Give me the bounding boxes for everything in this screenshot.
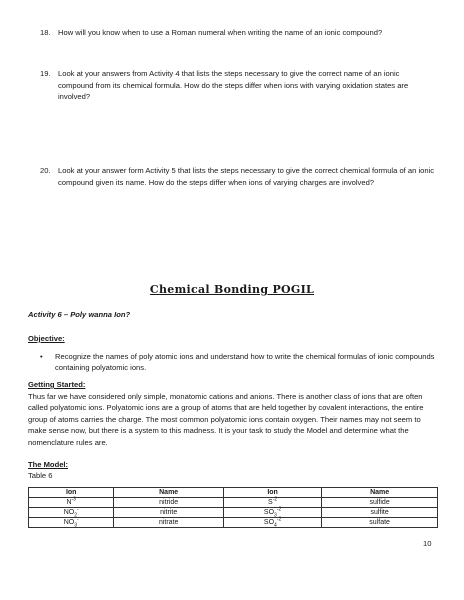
- ion-name: sulfide: [322, 498, 438, 508]
- header-name: Name: [114, 488, 224, 498]
- ion-formula: $NO_2^-$: [29, 508, 114, 518]
- header-ion: Ion: [29, 488, 114, 498]
- ion-formula: $SO_3^{-2}$: [223, 508, 321, 518]
- question-19: [40, 68, 435, 103]
- question-number: 18.: [40, 28, 51, 37]
- header-ion: Ion: [223, 488, 321, 498]
- table-header-row: [29, 488, 438, 498]
- question-text: Look at your answer form Activity 5 that lists the steps necessary to give the correct chemical formula of an ionic compound given its name. How do the steps differ when ions of varying charges are involved?: [58, 166, 435, 187]
- table-row: [29, 518, 438, 528]
- ion-formula: $SO_4^{-2}$: [223, 518, 321, 528]
- ion-name: nitride: [114, 498, 224, 508]
- ion-name: sulfate: [322, 518, 438, 528]
- question-text: How will you know when to use a Roman numeral when writing the name of an ionic compound?: [58, 28, 383, 37]
- model-heading: The Model:: [28, 460, 69, 469]
- getting-started-text: Thus far we have considered only simple, monatomic cations and anions. There is another class of ions that are often called polyatomic ions. Polyatomic ions are a group of atoms that are held together by covalent interactions, the entire group of atoms carries the charge. The most common polyatomic ions contain oxygen. Their names may not seem to make sense now, but there is a system to this madness. It is your task to study the Model and determine what the nomenclature rules are.: [28, 392, 424, 447]
- ion-name: nitrate: [114, 518, 224, 528]
- bullet-icon: •: [40, 352, 43, 361]
- ion-name: sulfite: [322, 508, 438, 518]
- table-row: [29, 508, 438, 518]
- ion-formula: $S^{-2}$: [223, 498, 321, 508]
- activity-heading: Activity 6 – Poly wanna Ion?: [28, 310, 131, 319]
- question-number: 20.: [40, 166, 51, 175]
- ion-formula: $NO_3^-$: [29, 518, 114, 528]
- question-20: [40, 165, 435, 188]
- table-caption: Table 6: [28, 471, 53, 480]
- getting-started-heading: Getting Started:: [28, 380, 86, 389]
- question-text: Look at your answers from Activity 4 that lists the steps necessary to give the correct name of an ionic compound from its chemical formula. How do the steps differ when ions with varying oxidation states are involved?: [58, 69, 409, 101]
- page-number: 10: [423, 539, 432, 548]
- ion-name: nitrite: [114, 508, 224, 518]
- question-number: 19.: [40, 69, 51, 78]
- page-title: Chemical Bonding POGIL: [149, 283, 315, 296]
- header-name: Name: [322, 488, 438, 498]
- ion-formula: $N^{-3}$: [29, 498, 114, 508]
- objective-item: [40, 351, 435, 373]
- ion-table: [28, 487, 438, 528]
- objective-heading: Objective:: [28, 334, 65, 343]
- objective-text: Recognize the names of poly atomic ions and understand how to write the chemical formulas of ionic compounds containing polyatomic ions.: [55, 352, 435, 372]
- question-18: [40, 27, 435, 39]
- table-row: [29, 498, 438, 508]
